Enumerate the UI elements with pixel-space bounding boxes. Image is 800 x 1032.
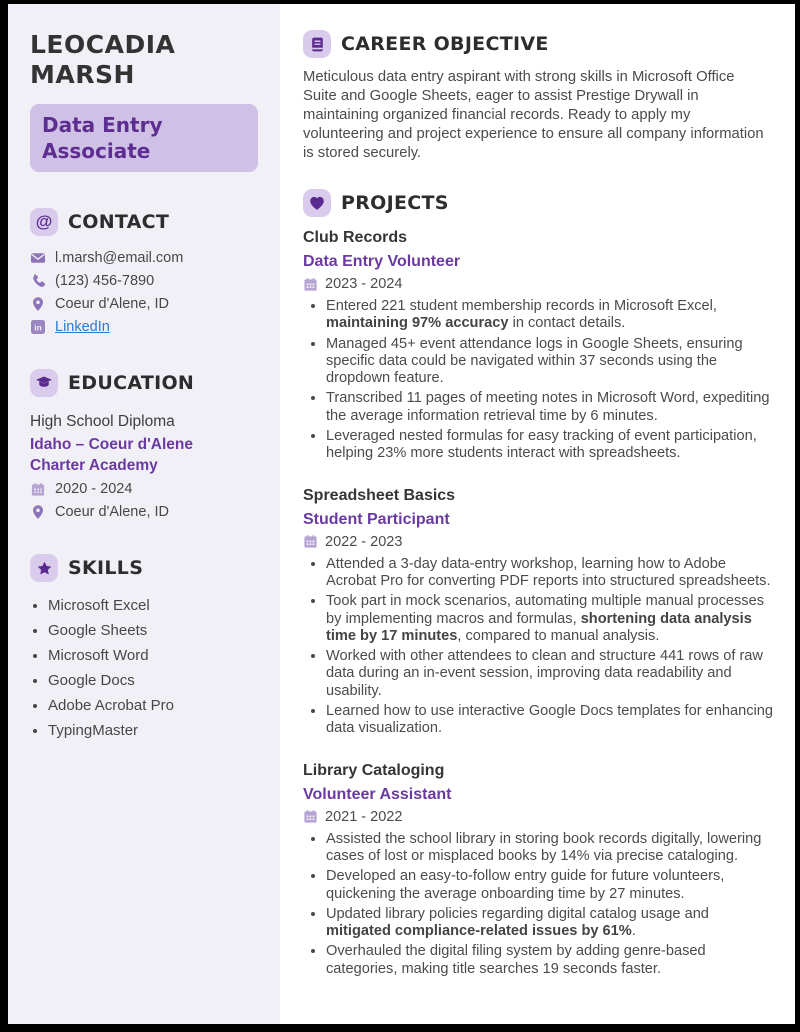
projects-section <box>303 189 773 978</box>
skill-item: • Google Sheets <box>48 621 260 641</box>
candidate-name: LEOCADIA MARSH <box>30 30 176 89</box>
project-dates-row <box>303 534 773 550</box>
project-bullet: • Managed 45+ event attendance logs in Google Sheets, ensuring specific data could be navigated within 37 seconds using the dropdown feature. <box>326 336 773 388</box>
project-bullet: • Leveraged nested formulas for easy tracking of event participation, helping 23% more students interact with spreadsheets. <box>326 428 773 463</box>
skill-item: • Google Docs <box>48 671 260 691</box>
projects-header <box>303 189 773 217</box>
contact-location-row <box>30 296 260 312</box>
contact-location: Coeur d'Alene, ID <box>55 296 169 312</box>
linkedin-link[interactable]: LinkedIn <box>55 319 110 335</box>
skills-header <box>30 554 260 582</box>
contact-heading: CONTACT <box>68 211 170 233</box>
education-location: Coeur d'Alene, ID <box>55 504 169 520</box>
calendar-icon <box>303 277 318 292</box>
project-name: Spreadsheet Basics <box>303 486 456 504</box>
education-location-row <box>30 504 260 520</box>
skill-item: • Adobe Acrobat Pro <box>48 696 260 716</box>
main-content <box>280 4 800 1024</box>
education-school: Idaho – Coeur d'Alene Charter Academy <box>30 436 194 474</box>
heart-icon <box>303 189 331 217</box>
sidebar <box>8 4 280 1024</box>
project-bullets <box>303 298 773 463</box>
book-icon <box>303 30 331 58</box>
contact-phone-row <box>30 273 260 289</box>
project-dates-row <box>303 809 773 825</box>
calendar-icon <box>30 482 46 497</box>
education-header <box>30 369 260 397</box>
envelope-icon <box>30 250 46 266</box>
project-bullet: • Entered 221 student membership records in Microsoft Excel, maintaining 97% accuracy in contact details. <box>326 298 773 333</box>
calendar-icon <box>303 809 318 824</box>
projects-list <box>303 227 773 978</box>
education-heading: EDUCATION <box>68 372 195 394</box>
svg-text:in: in <box>34 322 42 333</box>
phone-icon <box>30 273 46 289</box>
objective-section <box>303 30 773 163</box>
graduation-cap-icon <box>30 369 58 397</box>
project-bullet: • Developed an easy-to-follow entry guide for future volunteers, quickening the average onboarding time by 27 minutes. <box>326 868 773 903</box>
contact-header <box>30 208 260 236</box>
project-dates: 2022 - 2023 <box>325 533 403 550</box>
linkedin-icon <box>30 319 46 335</box>
calendar-icon <box>303 534 318 549</box>
education-dates: 2020 - 2024 <box>55 481 133 497</box>
project-role: Volunteer Assistant <box>303 785 452 803</box>
job-title-badge <box>30 104 258 172</box>
skills-list <box>30 596 260 741</box>
skill-item: • TypingMaster <box>48 721 260 741</box>
at-icon: @ <box>30 208 58 236</box>
education-section <box>30 369 260 520</box>
project-role: Student Participant <box>303 510 450 528</box>
project-dates: 2023 - 2024 <box>325 276 403 292</box>
project-bullets <box>303 831 773 978</box>
skills-section <box>30 554 260 741</box>
project-name: Club Records <box>303 229 408 246</box>
contact-linkedin-row <box>30 319 260 335</box>
contact-email: l.marsh@email.com <box>55 250 184 266</box>
location-pin-icon <box>30 296 46 312</box>
project-dates: 2021 - 2022 <box>325 808 403 825</box>
project-bullet: • Overhauled the digital filing system by adding genre-based categories, making title searches 19 seconds faster. <box>326 943 773 978</box>
project-role: Data Entry Volunteer <box>303 253 461 270</box>
project <box>303 227 773 463</box>
contact-phone: (123) 456-7890 <box>55 273 155 289</box>
project-name: Library Cataloging <box>303 761 445 779</box>
project-bullets <box>303 556 773 738</box>
projects-heading: PROJECTS <box>341 192 449 214</box>
contact-section <box>30 208 260 335</box>
location-pin-icon <box>30 504 46 520</box>
project-bullet: • Worked with other attendees to clean and structure 441 rows of raw data during an in-event session, improving data readability and usability. <box>326 648 773 700</box>
project-bullet: • Updated library policies regarding digital catalog usage and mitigated compliance-related issues by 61%. <box>326 906 773 941</box>
objective-text: Meticulous data entry aspirant with strong skills in Microsoft Office Suite and Google Sheets, eager to assist Prestige Drywall in maintaining organized financial records. Ready to apply my volunteering and project experience to ensure all company information is stored securely. <box>303 69 764 161</box>
contact-email-row <box>30 250 260 266</box>
skill-item: • Microsoft Excel <box>48 596 260 616</box>
skills-heading: SKILLS <box>68 557 144 579</box>
objective-heading: CAREER OBJECTIVE <box>341 33 549 55</box>
project-bullet: • Took part in mock scenarios, automating multiple manual processes by implementing macros and formulas, shortening data analysis time by 17 minutes, compared to manual analysis. <box>326 593 773 645</box>
skill-item: • Microsoft Word <box>48 646 260 666</box>
objective-header <box>303 30 773 58</box>
job-title: Data Entry Associate <box>42 113 163 163</box>
education-degree: High School Diploma <box>30 413 175 430</box>
project <box>303 760 773 978</box>
project-bullet: • Attended a 3-day data-entry workshop, learning how to Adobe Acrobat Pro for converting PDF reports into structured spreadsheets. <box>326 556 773 591</box>
project-dates-row <box>303 276 773 292</box>
project-bullet: • Learned how to use interactive Google Docs templates for enhancing data visualization. <box>326 703 773 738</box>
education-dates-row <box>30 481 260 497</box>
project-bullet: • Assisted the school library in storing book records digitally, lowering cases of lost or misplaced books by 14% via precise cataloging. <box>326 831 773 866</box>
star-icon <box>30 554 58 582</box>
project-bullet: • Transcribed 11 pages of meeting notes in Microsoft Word, expediting the average information retrieval time by 6 minutes. <box>326 390 773 425</box>
project <box>303 485 773 738</box>
